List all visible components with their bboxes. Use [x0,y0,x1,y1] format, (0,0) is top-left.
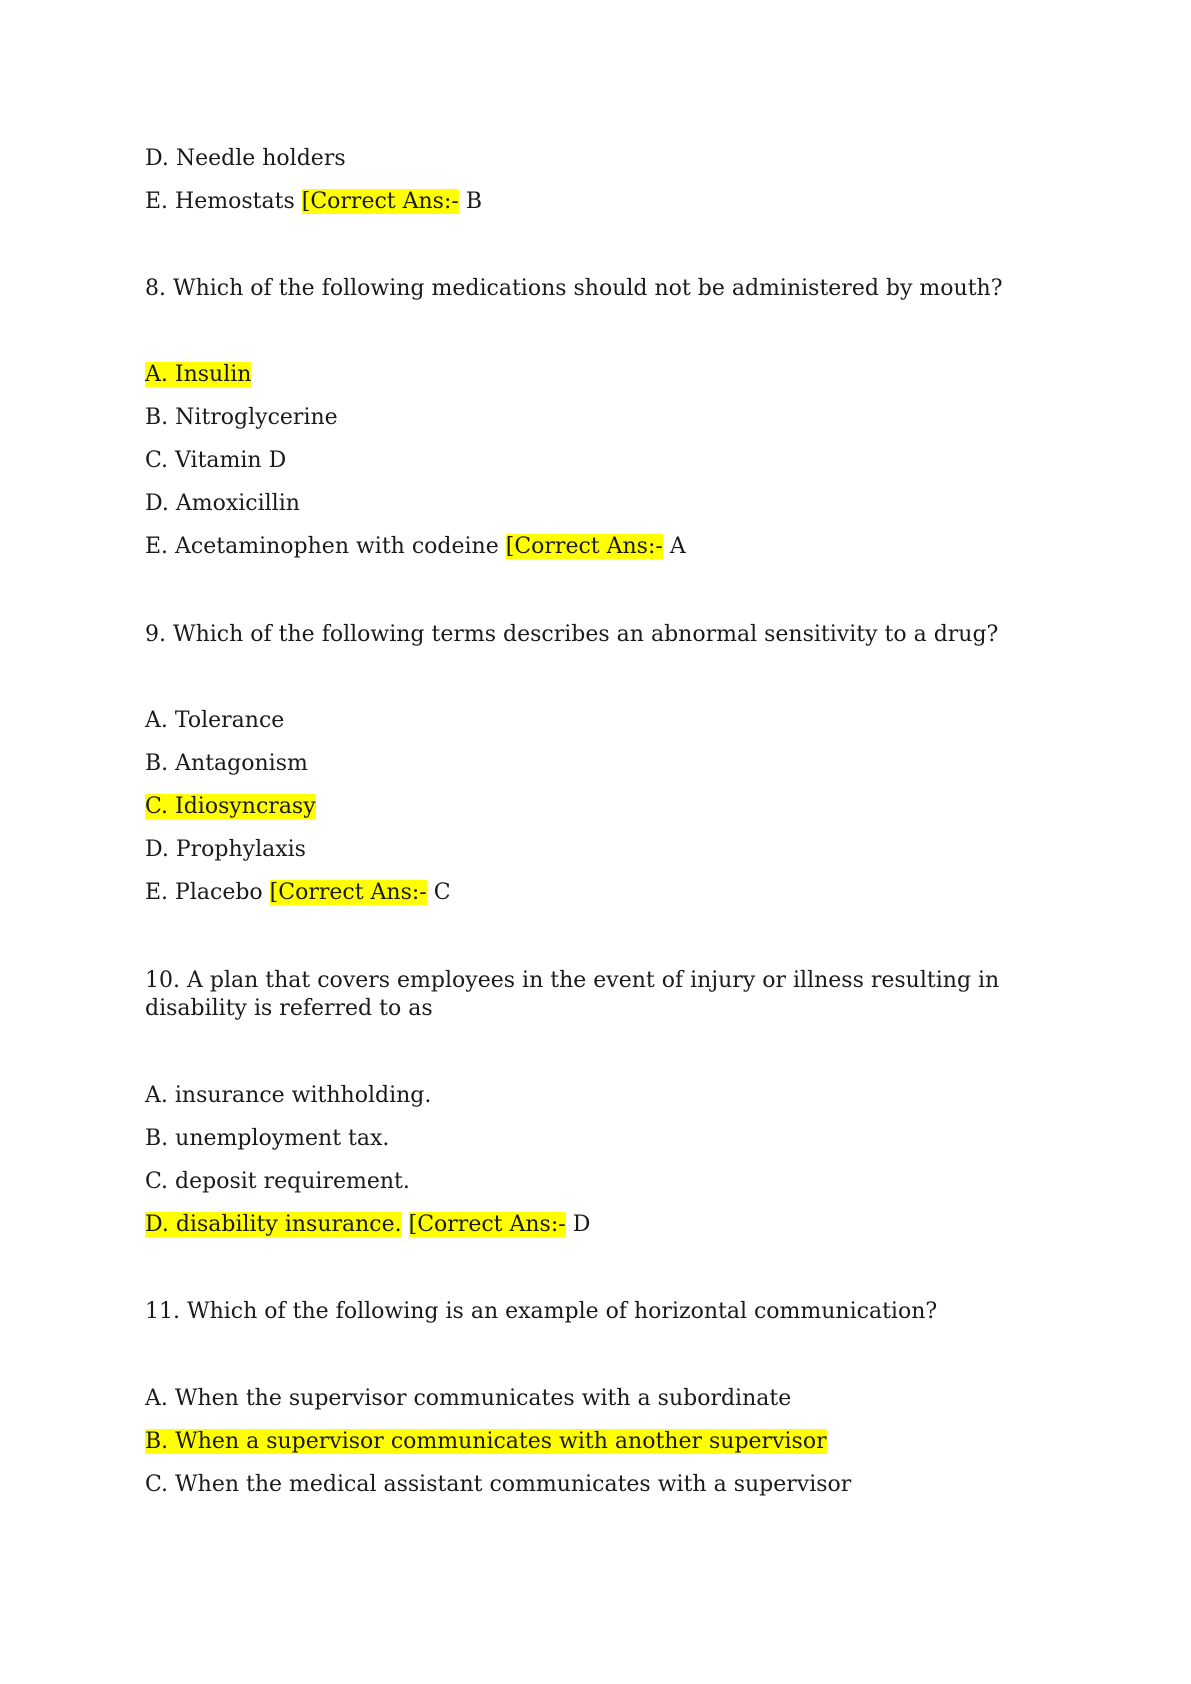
q7-answer-tag: [Correct Ans:- [301,189,459,214]
q8-answer-letter: A [669,534,686,559]
q10-answer-letter: D [572,1212,591,1237]
q8-option-b: B. Nitroglycerine [145,405,338,430]
q9-question: 9. Which of the following terms describes an abnormal sensitivity to a drug? [145,622,999,647]
q9-answer-tag: [Correct Ans:- [269,880,427,905]
q7-answer-letter: B [465,189,482,214]
q10-option-d-text: D. disability insurance. [145,1212,402,1237]
q8-option-e-text: E. Acetaminophen with codeine [145,534,499,559]
q8-option-a [145,361,251,389]
q9-option-d: D. Prophylaxis [145,837,306,862]
q8-option-e [145,533,686,561]
q11-option-c: C. When the medical assistant communicates with a supervisor [145,1472,852,1497]
q11-option-a: A. When the supervisor communicates with a subordinate [145,1386,792,1411]
q7-option-e [145,188,482,216]
q9-option-c-text: C. Idiosyncrasy [145,794,316,819]
q9-answer-letter: C [433,880,451,905]
q8-option-d: D. Amoxicillin [145,491,300,516]
q10-question: 10. A plan that covers employees in the event of injury or illness resulting in disability is referred to as [145,968,1000,1021]
q10-option-c: C. deposit requirement. [145,1169,410,1194]
q7-option-e-text: E. Hemostats [145,189,295,214]
q11-option-b-text: B. When a supervisor communicates with another supervisor [145,1429,827,1454]
q9-option-b: B. Antagonism [145,751,308,776]
q10-option-a: A. insurance withholding. [145,1083,432,1108]
q8-option-a-text: A. Insulin [145,362,252,387]
q8-answer-tag: [Correct Ans:- [505,534,663,559]
q9-option-e-text: E. Placebo [145,880,263,905]
q10-option-b: B. unemployment tax. [145,1126,390,1151]
q11-option-b [145,1428,827,1456]
q8-question: 8. Which of the following medications should not be administered by mouth? [145,276,1003,301]
q8-option-c: C. Vitamin D [145,448,287,473]
q9-option-c [145,793,316,821]
q7-option-d: D. Needle holders [145,146,346,171]
q10-answer-tag: [Correct Ans:- [408,1212,566,1237]
q11-question: 11. Which of the following is an example of horizontal communication? [145,1299,938,1324]
q9-option-a: A. Tolerance [145,708,285,733]
q10-option-d [145,1211,590,1239]
q9-option-e [145,879,451,907]
